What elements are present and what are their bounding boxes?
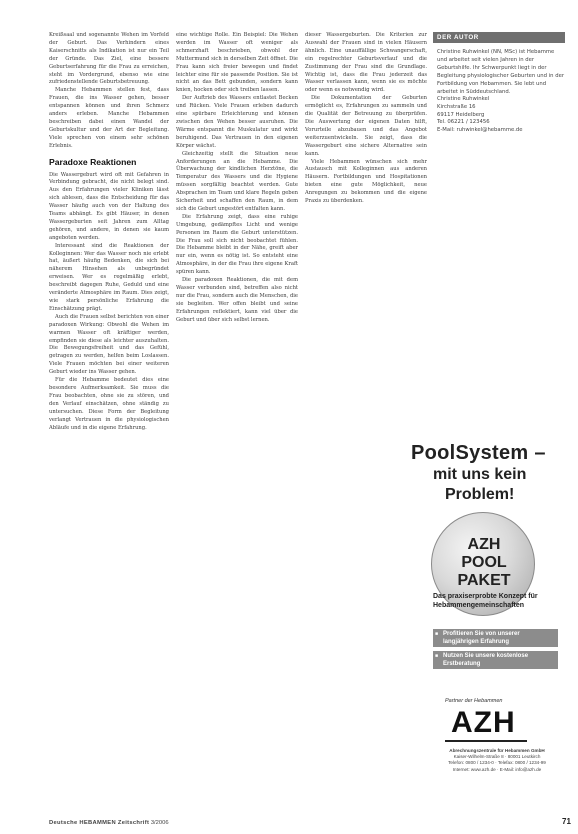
advertisement[interactable] [393,442,565,814]
address-email[interactable]: E-Mail: ruhwinkel@hebamme.de [437,126,523,133]
col2-paragraph-2: Der Auftrieb des Wassers entlastet Becken und Rücken. Viele Frauen erleben dadurch eine spürbare Erleichterung und können zwischen den Wehen besser ausruhen. Die Wärme entspannt die Muskulatur und wirkt beruhigend. Das Vertrauen in den eigenen Körper wächst. [176,95,298,149]
col1-paragraph-3: Die Wassergeburt wird oft mit Gefahren in Verbindung gebracht, die nicht belegt sind. Aus den Erfahrungen vieler Kliniken lässt sich ablesen, dass die Entscheidung für das Wasser häufig auch von der Haltung des Teams abhängt. Es gibt Häuser, in denen Wassergeburten seit Jahren zum Alltag gehören, und andere, in denen sie kaum angeboten werden. [49,171,169,241]
article-column-3 [305,32,427,437]
col1-paragraph-2: Manche Hebammen stellen fest, dass Frauen, die ins Wasser gehen, besser entspannen können und ihren Schmerz anders erleben. Manche Hebammen beschreiben dabei einen Wandel der Geburtskultur und der Art der Begleitung. Viele sprechen von einem sehr schönen Erlebnis. [49,87,169,149]
col1-paragraph-6: Für die Hebamme bedeutet dies eine besondere Aufmerksamkeit. Sie muss die Frau beobachten, ohne sie zu stören, und den Verlauf einschätzen, ohne ständig zu untersuchen. Diese Form der Begleitung verlangt Vertrauen in die physiologischen Abläufe und in die eigene Erfahrung. [49,377,169,431]
col1-paragraph-5: Auch die Frauen selbst berichten von einer paradoxen Wirkung: Obwohl die Wehen im warmen Wasser oft kräftiger werden, empfinden sie diese als leichter auszuhalten. Die Bewegungsfreiheit und das Gefühl, getragen zu werden, helfen beim Loslassen. Viele Frauen möchten bei einer weiteren Geburt wieder ins Wasser gehen. [49,313,169,376]
col2-paragraph-1: eine wichtige Rolle. Ein Beispiel: Die Wehen werden im Wasser oft weniger als schmerzhaft beschrieben, obwohl der Muttermund sich in derselben Zeit öffnet. Die Frau kann sich freier bewegen und findet leichter eine für sie passende Position. Sie ist nicht an das Bett gebunden, sondern kann knien, hocken oder sich treiben lassen. [176,32,298,94]
col1-paragraph-4: Interessant sind die Reaktionen der Kolleginnen: Wer das Wasser noch nie erlebt hat, äußert häufig Bedenken, die sich bei näherem Hinsehen als unbegründet erweisen. Wer es regelmäßig erlebt, beschreibt dagegen Ruhe, Geduld und eine veränderte Atmosphäre im Raum. Dies zeigt, wie stark persönliche Erfahrung die Einschätzung prägt. [49,242,169,312]
ad-contact-line: Internet: www.azh.de · E-Mail: info@azh.de [452,766,542,772]
address-line: 69117 Heidelberg [437,111,485,118]
address-line: Christine Ruhwinkel [437,96,490,103]
address-line: Kirchstraße 16 [437,104,476,111]
ad-headline-3: Problem! [445,486,515,503]
author-box [433,32,565,172]
ad-contact [431,748,563,773]
section-heading: Paradoxe Reaktionen [49,156,137,167]
col3-paragraph-2: Die Dokumentation der Geburten ermöglicht es, Erfahrungen zu sammeln und die Qualität der Betreuung zu überprüfen. Die Auswertung der eigenen Daten hilft, Vorurteile abzubauen und das Angebot weiterzuentwickeln. Sie zeigt, dass die Wassergeburt eine sichere Alternative sein kann. [305,95,427,157]
ad-headline-2: mit uns kein [433,466,527,483]
article-column-2 [176,32,298,812]
ad-partner-tagline: Partner der Hebammen [445,698,503,704]
ad-contact-line: Kaiser-Wilhelm-Straße 8 · 80001 Leutkirch [453,754,541,760]
author-bio: Christine Ruhwinkel (NN, MSc) ist Hebamme und arbeitet seit vielen Jahren in der Geburtshilfe. Ihr Schwerpunkt liegt in der Begleitung physiologischer Geburten und in der Fortbildung von Hebammen. Sie lebt und arbeitet in Süddeutschland. [437,49,565,95]
col2-paragraph-5: Die paradoxen Reaktionen, die mit dem Wasser verbunden sind, betreffen also nicht nur die Frau, sondern auch die Menschen, die sie begleiten. Wer offen bleibt und seine Erfahrungen reflektiert, kann viel über die Geburt und über sich selbst lernen. [176,277,298,323]
col2-paragraph-4: Die Erfahrung zeigt, dass eine ruhige Umgebung, gedämpftes Licht und wenige Personen im Raum die Geburt unterstützen. Die Frau soll sich nicht beobachtet fühlen. Die Hebamme bleibt in der Nähe, greift aber nur ein, wenn es nötig ist. So entsteht eine Atmosphäre, in der die Frau ihre eigene Kraft spüren kann. [176,213,298,276]
ad-company-name: Abrechnungszentrale für Hebammen GmbH [449,748,545,753]
issue-number: 3/2006 [150,820,169,826]
address-line: Tel. 06221 / 123456 [437,119,490,126]
page-number: 71 [562,817,571,826]
col2-paragraph-3: Gleichzeitig stellt die Situation neue Anforderungen an die Hebamme. Die Überwachung der kindlichen Herztöne, die Temperatur des Wassers und die Hygiene müssen sorgfältig beachtet werden. Gute Absprachen im Team und klare Regeln geben Sicherheit und schaffen den Raum, in dem sich die Geburt ungestört entfalten kann. [176,150,298,212]
azh-logo-text: AZH [451,706,516,739]
ad-badge-line: POOL [461,554,507,571]
ad-bullet: ■ Profitieren Sie von unserer langjährigen Erfahrung [433,629,558,647]
article-column-1 [49,32,169,812]
ad-badge-line: AZH [467,536,501,553]
azh-logo [445,706,527,742]
ad-badge-line: PAKET [457,572,511,589]
col1-paragraph-1: Kreißsaal und sogenannte Wehen im Vorfeld der Geburt. Das Verhindern eines Kaiserschnitts als Indikation ist nur ein Teil der Gründe. Das Ziel, eine bessere Geburtserfahrung für die Frau zu erreichen, steht im Vordergrund, ebenso wie eine zufriedenstellende Geburtsbetreuung. [49,32,169,86]
ad-claim: Das praxiserprobte Konzept für Hebammengemeinschaften [433,593,538,609]
page-footer [49,820,169,826]
author-box-header: DER AUTOR [433,32,565,43]
ad-headline-1: PoolSystem – [411,442,546,464]
col3-paragraph-1: dieser Wassergeburten. Die Kriterien zur Auswahl der Frauen sind in vielen Häusern ähnlich. Eine unauffällige Schwangerschaft, ein regelrechter Geburtsverlauf und die Zustimmung der Frau sind die Grundlage. Wichtig ist, dass die Frau jederzeit das Wasser verlassen kann, wenn sie es möchte oder wenn es notwendig wird. [305,32,427,94]
col3-paragraph-3: Viele Hebammen wünschen sich mehr Austausch mit Kolleginnen aus anderen Häusern. Fortbildungen und Hospitationen bieten eine gute Möglichkeit, neue Anregungen zu bekommen und die eigene Praxis zu überdenken. [305,158,427,205]
ad-bullet: ■ Nutzen Sie unsere kostenlose Erstberatung [433,651,558,669]
magazine-name: Deutsche HEBAMMEN Zeitschrift [49,820,150,826]
author-address [433,96,565,134]
ad-contact-line: Telefon: 0800 / 1234-0 · Telefax: 0800 / 1234-99 [448,760,546,766]
